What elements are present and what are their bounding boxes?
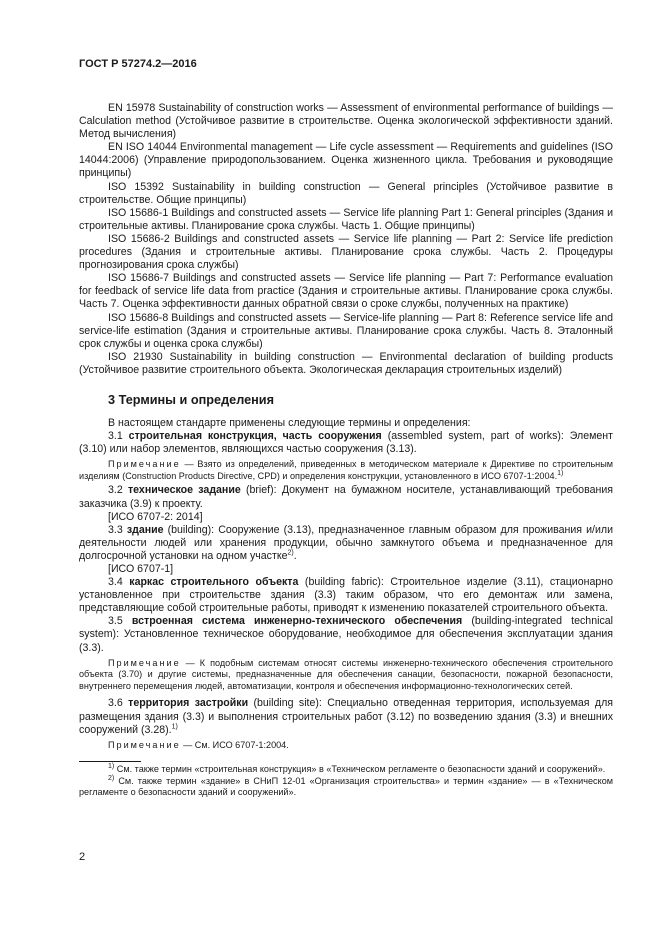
term-3-1 bbox=[79, 430, 613, 456]
note-3-5 bbox=[79, 658, 613, 693]
term-definition: (building-integrated technical system): Установленное техническое оборудование, необходимое для обеспечения эксплуатации здания (3.3). bbox=[79, 615, 613, 654]
section-title: 3 Термины и определения bbox=[108, 392, 275, 407]
term-definition: (brief): Документ на бумажном носителе, устанавливающий требования заказчика (3.9) к проекту. bbox=[79, 484, 613, 510]
footnote-2 bbox=[79, 776, 613, 799]
term-definition: (building fabric): Строительное изделие (3.11), стационарно установленное при строительстве здания (3.3) таким образом, что его демонтаж или замена, представляющие собой строительные работы, приводят к изменению показателей строительного объекта. bbox=[79, 576, 613, 615]
term-name: каркас строительного объекта bbox=[129, 576, 299, 589]
ref-iso-15686-7: ISO 15686-7 Buildings and constructed assets — Service life planning — Part 7: Performance evaluation for feedback of service life data from practice (Здания и строительные активы. Планирование срока службы. Часть 7. Оценка эффективности данных обратной связи о сроке службы, полученных на практике) bbox=[79, 272, 613, 311]
footnote-separator bbox=[79, 761, 141, 762]
footnote-ref: 2) bbox=[287, 549, 294, 557]
term-definition: (assembled system, part of works): Элемент (3.10) или набор элементов, являющихся частью сооружения (3.13). bbox=[79, 430, 614, 456]
note-label: Примечание bbox=[108, 657, 181, 668]
footnote-mark: 2) bbox=[108, 774, 115, 782]
note-label: Примечание bbox=[108, 459, 181, 470]
term-number: 3.1 bbox=[108, 430, 123, 443]
note-3-1 bbox=[79, 459, 613, 482]
term-3-5 bbox=[79, 615, 613, 654]
term-number: 3.2 bbox=[108, 484, 123, 497]
note-3-6 bbox=[79, 740, 613, 752]
ref-iso-15392: ISO 15392 Sustainability in building construction — General principles (Устойчивое развитие в строительстве. Общие принципы) bbox=[79, 180, 613, 206]
term-3-6 bbox=[79, 697, 613, 736]
term-number: 3.4 bbox=[108, 576, 123, 589]
page-number: 2 bbox=[79, 851, 86, 863]
footnote-mark: 1) bbox=[108, 763, 115, 771]
term-name: территория застройки bbox=[128, 697, 249, 710]
term-3-2 bbox=[79, 484, 613, 510]
term-number: 3.5 bbox=[108, 615, 123, 628]
note-text: — См. ИСО 6707-1:2004. bbox=[183, 739, 289, 750]
term-3-2-source: [ИСО 6707-2: 2014] bbox=[108, 510, 203, 523]
ref-iso-15686-8: ISO 15686-8 Buildings and constructed assets — Service-life planning — Part 8: Reference service life and service-life estimation (Здания и строительные активы. Планирование срока службы. Часть 8. Эталонный срок службы и оценка срока службы) bbox=[79, 311, 613, 350]
note-text: — К подобным системам относят системы инженерно-технического обеспечения строительного объекта (3.70) и другие системы, предназначенные для обеспечения санации, безопасности, пожарной безопасности, внутреннего перемещения людей, автоматизации, контроля и обеспечения информационно-технологических сетей. bbox=[79, 657, 613, 691]
note-label: Примечание bbox=[108, 739, 181, 750]
page-content bbox=[79, 102, 613, 799]
term-3-3 bbox=[79, 524, 613, 563]
term-name: техническое задание bbox=[127, 484, 241, 497]
document-header: ГОСТ Р 57274.2—2016 bbox=[79, 58, 197, 70]
footnote-1 bbox=[79, 764, 613, 776]
term-name: здание bbox=[126, 523, 164, 536]
term-3-3-source: [ИСО 6707-1] bbox=[108, 563, 174, 575]
term-name: встроенная система инженерно-технического обеспечения bbox=[131, 615, 463, 628]
footnote-text: См. также термин «строительная конструкция» в «Техническом регламенте о безопасности зданий и сооружений». bbox=[116, 764, 606, 775]
ref-en-iso-14044: EN ISO 14044 Environmental management — Life cycle assessment — Requirements and guidelines (ISO 14044:2006) (Управление природопользованием. Оценка жизненного цикла. Требования и руководящие принципы) bbox=[79, 141, 613, 180]
footnote-ref: 1) bbox=[557, 469, 564, 477]
footnote-text: См. также термин «здание» в СНиП 12-01 «Организация строительства» и термин «здание» — в «Техническом регламенте о безопасности зданий и сооружений». bbox=[79, 775, 613, 798]
term-3-4 bbox=[79, 576, 613, 615]
ref-en-15978: EN 15978 Sustainability of construction works — Assessment of environmental performance of buildings — Calculation method (Устойчивое развитие в строительстве. Оценка экологической эффективности зданий. Метод вычисления) bbox=[79, 102, 613, 141]
term-definition: (building): Сооружение (3.13), предназначенное главным образом для проживания и/или деятельности людей или хранения продукции, обычно замкнутого объема и предназначенное для долгосрочной установки на одном участке bbox=[79, 523, 613, 562]
note-text: — Взято из определений, приведенных в методическом материале к Директиве по строительным изделиям (Construction Products Directive, CPD) и определения конструкции, установленного в ИСО 6707-1:2004. bbox=[79, 459, 613, 481]
term-number: 3.3 bbox=[108, 523, 123, 536]
ref-iso-15686-1: ISO 15686-1 Buildings and constructed assets — Service life planning Part 1: General principles (Здания и строительные активы. Планирование срока службы. Часть 1. Общие принципы) bbox=[79, 206, 613, 232]
ref-iso-21930: ISO 21930 Sustainability in building construction — Environmental declaration of building products (Устойчивое развитие строительного объекта. Экологическая декларация строительных изделий) bbox=[79, 350, 613, 376]
term-number: 3.6 bbox=[108, 697, 123, 710]
ref-iso-15686-2: ISO 15686-2 Buildings and constructed assets — Service life planning — Part 2: Service life prediction procedures (Здания и строительные активы. Планирование срока службы. Часть 2. Процедуры прогнозирования срока службы) bbox=[79, 232, 613, 272]
term-name: строительная конструкция, часть сооружения bbox=[128, 430, 382, 443]
section-intro: В настоящем стандарте применены следующие термины и определения: bbox=[108, 416, 471, 429]
footnote-ref: 1) bbox=[171, 723, 178, 731]
term-definition-end: . bbox=[293, 549, 297, 562]
term-definition: (building site): Специально отведенная территория, используемая для размещения здания (3.3) и выполнения строительных работ (3.12) по возведению здания (3.3) и внешних сооружений (3.28). bbox=[79, 697, 614, 736]
